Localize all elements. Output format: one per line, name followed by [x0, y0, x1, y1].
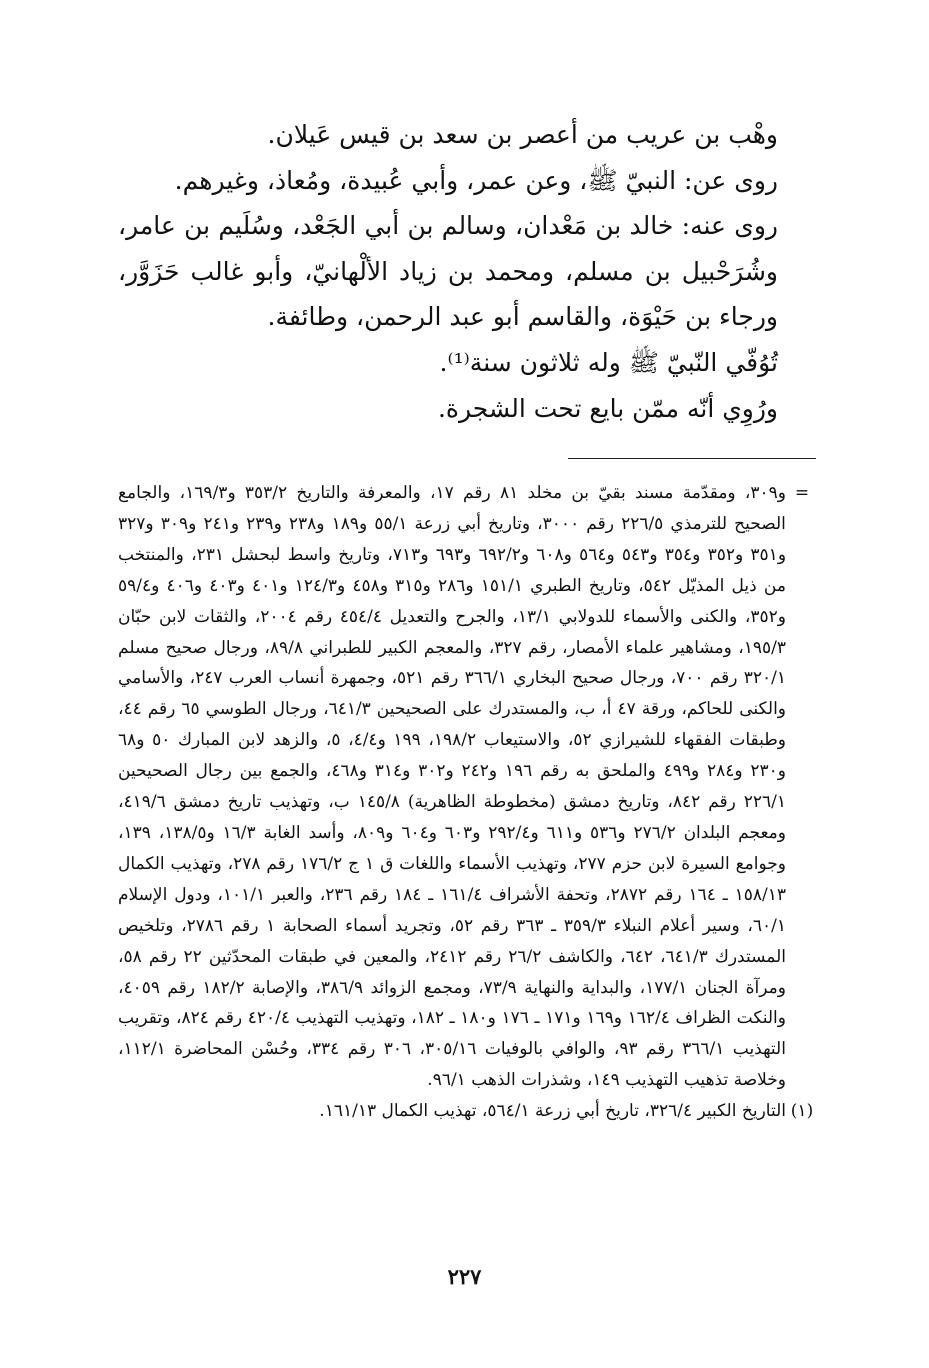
footnote-continuation-text: و٣٠٩، ومقدّمة مسند بقيّ بن مخلد ٨١ رقم ١٧، والمعرفة والتاريخ ٣٥٣/٢ و١٦٩/٣، والجامع الصحيح للترمذي ٢٢٦/٥ رقم ٣٠٠٠، وتاريخ أبي زرعة ٥٥/١ و١٨٩ و٢٣٨ و٢٣٩ و٢٤١ و٣٠٩ و٣٢٧ و٣٥١ و٣٥٢ و٣٥٤ و٥٤٣ و٥٦٤ و٦٠٨ و٦٩٢/٢ و٦٩٣ و٧١٣، وتاريخ واسط لبحشل ٢٣١، والمنتخب من ذيل المذيّل ٥٤٢، وتاريخ الطبري ١٥١/١ و٢٨٦ و٣١٥ و٤٥٨ و١٢٤/٣ و٤٠١ و٤٠٣ و٤٠٦ و٥٩/٤ و٣٥٢، والكنى والأسماء للدولابي ١٣/١، والجرح والتعديل ٤٥٤/٤ رقم ٢٠٠٤، والثقات لابن حبّان ١٩٥/٣، ومشاهير علماء الأمصار، رقم ٣٢٧، والمعجم الكبير للطبراني ٨٩/٨، ورجال صحيح مسلم ٣٢٠/١ رقم ٧٠٠، ورجال صحيح البخاري ٣٦٦/١ رقم ٥٢١، وجمهرة أنساب العرب ٢٤٧، والأسامي والكنى للحاكم، ورقة ٤٧ أ، ب، والمستدرك على الصحيحين ٦٤١/٣، ورجال الطوسي ٦٥ رقم ٤٤، وطبقات الفقهاء للشيرازي ٥٢، والاستيعاب ١٩٨/٢، ١٩٩ و٤/٤، ٥، والزهد لابن المبارك ٥٠ و٦٨ و٢٣٠ و٢٨٤ و٤٩٩ والملحق به رقم ١٩٦ و٢٤٢ و٣٠٢ و٣١٤ و٤٦٨، والجمع بين رجال الصحيحين ٢٢٦/١ رقم ٨٤٢، وتاريخ دمشق (مخطوطة الظاهرية) ١٤٥/٨ ب، وتهذيب تاريخ دمشق ٤١٩/٦، ومعجم البلدان ٢٧٦/٢ و٥٣٦ و٦١١ و٢٩٢/٤ و٦٠٣ و٦٠٤ و٨٠٩، وأسد الغابة ١٦/٣ و١٣٨/٥، ١٣٩، وجوامع السيرة لابن حزم ٢٧٧، وتهذيب الأسماء واللغات ق ١ ج ١٧٦/٢ رقم ٢٧٨، وتهذيب الكمال ١٥٨/١٣ ـ ١٦٤ رقم ٢٨٧٢، وتحفة الأشراف ١٦١/٤ ـ ١٨٤ رقم ٢٣٦، والعبر ١٠١/١، ودول الإسلام ٦٠/١، وسير أعلام النبلاء ٣٥٩/٣ ـ ٣٦٣ رقم ٥٢، وتجريد أسماء الصحابة ١ رقم ٢٧٨٦، وتلخيص المستدرك ٦٤١/٣، ٦٤٢، والكاشف ٢٦/٢ رقم ٢٤١٢، والمعين في طبقات المحدّثين ٢٢ رقم ٥٨، ومرآة الجنان ١٧٧/١، والبداية والنهاية ٧٣/٩، ومجمع الزوائد ٣٨٦/٩، والإصابة ١٨٢/٢ رقم ٤٠٥٩، والنكت الظراف ١٦٢/٤ و١٦٩ و١٧١ ـ ١٧٦ و١٨٠ ـ ١٨٢، وتهذيب التهذيب ٤٢٠/٤ رقم ٨٢٤، وتقريب التهذيب ٣٦٦/١ رقم ٩٣، والوافي بالوفيات ٣٠٥/١٦، ٣٠٦ رقم ٣٣٤، وحُسْن المحاضرة ١١٢/١، وخلاصة تذهيب التهذيب ١٤٩، وشذرات الذهب ٩٦/١. — [118, 483, 787, 1091]
main-line-lineage: وهْب بن عريب من أعصر بن سعد بن قيس عَيلان. — [267, 120, 778, 149]
page-number: ٢٢٧ — [447, 1264, 482, 1289]
main-line-death: تُوُفّي النّبيّ ﷺ وله ثلاثون سنة⁽¹⁾. — [439, 347, 778, 377]
footnote-continuation — [118, 478, 818, 1096]
main-line-allegiance: ورُوِي أنّه ممّن بايع تحت الشجرة. — [437, 393, 778, 423]
footnote-continuation-marker: = — [794, 483, 810, 503]
footnotes — [118, 478, 818, 1127]
main-line-narrated-from: روى عن: النبيّ ﷺ، وعن عمر، وأبي عُبيدة، ومُعاذ، وغيرهم. — [174, 165, 778, 195]
footnote-1-marker: (١) — [790, 1101, 814, 1122]
footnote-1-text: التاريخ الكبير ٣٢٦/٤، تاريخ أبي زرعة ٥٦٤/١، تهذيب الكمال ١٦١/١٣. — [319, 1101, 786, 1122]
footnote-separator — [568, 458, 816, 459]
main-line-narrated-by: روى عنه: خالد بن مَعْدان، وسالم بن أبي الجَعْد، وسُلَيم بن عامر، وشُرَحْبيل بن مسلم، ومحمد بن زياد الألْهانيّ، وأبو غالب حَزَوَّر، ورجاء بن حَيْوَة، والقاسم أبو عبد الرحمن، وطائفة. — [118, 211, 778, 332]
main-text — [118, 112, 818, 431]
footnote-1 — [118, 1096, 818, 1127]
